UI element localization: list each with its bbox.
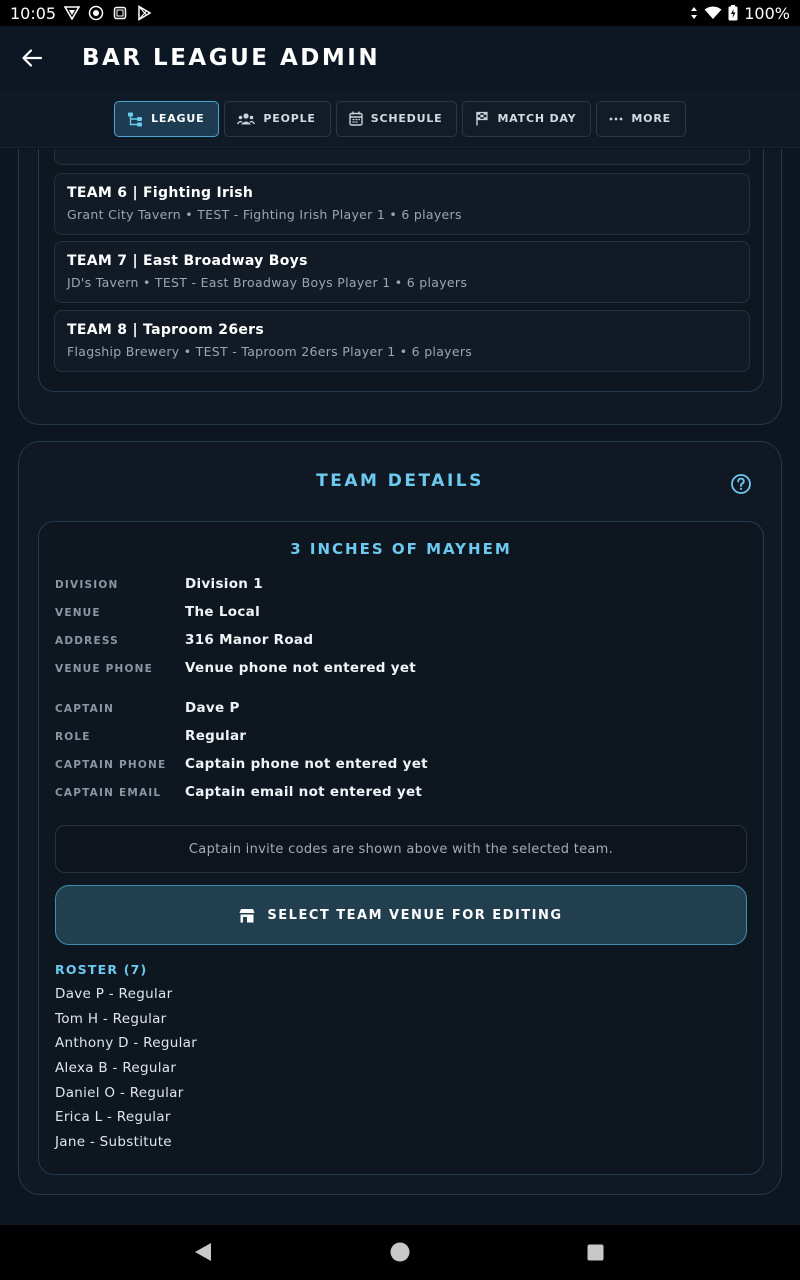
scroll-content[interactable] — [0, 149, 800, 1225]
roster-item: Alexa B - Regular — [55, 1060, 177, 1077]
people-icon — [237, 112, 255, 126]
back-button[interactable] — [0, 26, 64, 90]
field-label: DIVISION — [55, 579, 119, 591]
roster-label: ROSTER (7) — [55, 962, 148, 977]
tab-more-label: MORE — [631, 112, 671, 125]
roster-list — [55, 986, 197, 1159]
field-label: ROLE — [55, 731, 91, 743]
field-label: VENUE PHONE — [55, 663, 154, 675]
tab-league[interactable] — [114, 101, 219, 137]
tab-people-label: PEOPLE — [263, 112, 316, 125]
tab-people[interactable] — [224, 101, 330, 137]
field-value: 316 Manor Road — [185, 632, 314, 648]
roster-item: Daniel O - Regular — [55, 1084, 184, 1101]
team-name: 3 INCHES OF MAYHEM — [290, 540, 512, 558]
roster-item: Anthony D - Regular — [55, 1035, 198, 1052]
battery-icon — [728, 5, 738, 21]
invite-note: Captain invite codes are shown above with the selected team. — [55, 825, 747, 873]
record-icon — [88, 5, 104, 21]
team-subtitle: JD's Tavern • TEST - East Broadway Boys Player 1 • 6 players — [67, 275, 468, 290]
field-role — [55, 728, 246, 744]
status-bar — [0, 0, 800, 26]
field-label: CAPTAIN PHONE — [55, 759, 167, 771]
calendar-icon — [349, 111, 363, 126]
field-value: The Local — [185, 604, 260, 620]
field-label: ADDRESS — [55, 635, 119, 647]
field-label: CAPTAIN — [55, 703, 115, 715]
vpn-icon — [64, 6, 80, 20]
circle-home-icon — [390, 1242, 410, 1262]
screenshot-icon — [112, 5, 128, 21]
tab-more[interactable] — [596, 101, 685, 137]
field-captain-email — [55, 784, 422, 800]
field-venue — [55, 604, 260, 620]
help-button[interactable] — [730, 473, 752, 495]
nav-back-button[interactable] — [194, 1242, 212, 1266]
field-division — [55, 576, 263, 592]
roster-item: Erica L - Regular — [55, 1109, 171, 1126]
help-icon — [730, 473, 752, 495]
team-info-panel — [38, 521, 764, 1175]
tab-match-day[interactable] — [462, 101, 591, 137]
field-captain — [55, 700, 240, 716]
roster-item: Jane - Substitute — [55, 1134, 172, 1151]
field-address — [55, 632, 313, 648]
field-label: CAPTAIN EMAIL — [55, 787, 162, 799]
app-bar — [0, 26, 800, 90]
roster-item: Tom H - Regular — [55, 1010, 167, 1027]
team-details-card — [18, 441, 782, 1195]
status-time: 10:05 — [10, 3, 57, 23]
teams-card — [18, 149, 782, 425]
field-venue-phone — [55, 660, 416, 676]
field-captain-phone — [55, 756, 428, 772]
nav-home-button[interactable] — [390, 1242, 410, 1266]
nav-recents-button[interactable] — [587, 1244, 604, 1265]
app-title: BAR LEAGUE ADMIN — [82, 45, 381, 71]
tab-bar — [0, 90, 800, 148]
tab-match-day-label: MATCH DAY — [497, 112, 577, 125]
team-title: TEAM 6 | Fighting Irish — [67, 185, 254, 201]
tab-schedule-label: SCHEDULE — [370, 112, 443, 125]
wifi-icon — [704, 6, 722, 20]
play-store-icon — [136, 5, 152, 21]
arrow-left-icon — [21, 47, 43, 69]
team-subtitle: Flagship Brewery • TEST - Taproom 26ers Player 1 • 6 players — [67, 344, 473, 359]
field-value: Division 1 — [185, 576, 263, 592]
field-value: Regular — [185, 728, 247, 744]
team-item[interactable] — [54, 310, 750, 372]
data-arrows-icon — [690, 6, 698, 20]
system-nav-bar — [0, 1225, 800, 1280]
team-item[interactable] — [54, 241, 750, 303]
square-recents-icon — [587, 1244, 604, 1261]
tab-schedule[interactable] — [336, 101, 458, 137]
section-title: TEAM DETAILS — [316, 471, 484, 491]
select-venue-button[interactable] — [55, 885, 747, 945]
team-item[interactable] — [54, 173, 750, 235]
team-title: TEAM 8 | Taproom 26ers — [67, 322, 264, 338]
more-icon — [609, 117, 623, 121]
team-title: TEAM 7 | East Broadway Boys — [67, 253, 308, 269]
league-icon — [127, 111, 143, 127]
field-label: VENUE — [55, 607, 101, 619]
battery-percent: 100% — [744, 3, 790, 23]
triangle-back-icon — [194, 1242, 212, 1262]
store-icon — [239, 908, 255, 923]
team-item-partial[interactable] — [54, 149, 750, 165]
field-value: Captain phone not entered yet — [185, 756, 428, 772]
tab-league-label: LEAGUE — [151, 112, 205, 125]
team-list — [38, 149, 764, 392]
field-value: Captain email not entered yet — [185, 784, 423, 800]
select-venue-label: SELECT TEAM VENUE FOR EDITING — [267, 907, 563, 923]
team-subtitle: Grant City Tavern • TEST - Fighting Irish Player 1 • 6 players — [67, 207, 462, 222]
roster-item: Dave P - Regular — [55, 986, 173, 1002]
flag-icon — [475, 111, 489, 126]
field-value: Venue phone not entered yet — [185, 660, 417, 676]
field-value: Dave P — [185, 700, 240, 716]
